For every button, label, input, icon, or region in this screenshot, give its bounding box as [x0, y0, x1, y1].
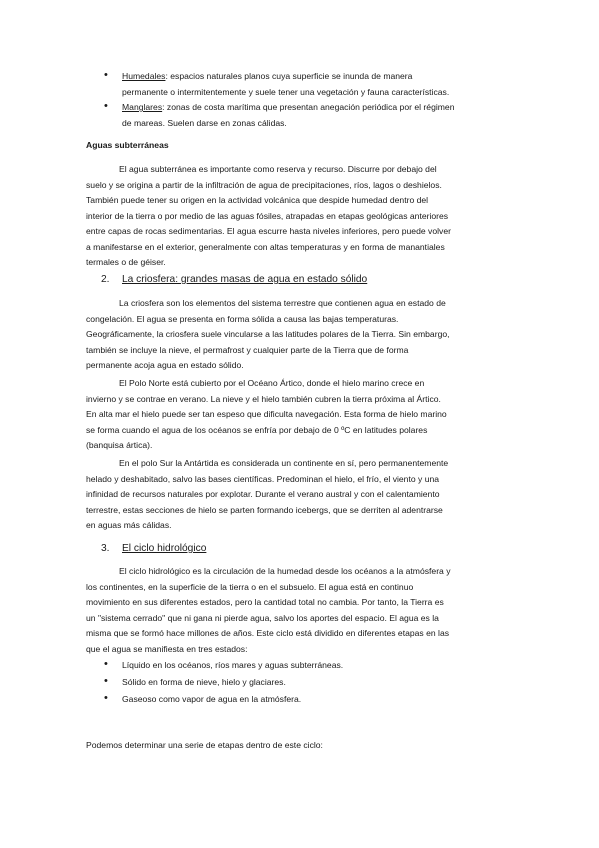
- bullet-icon: •: [104, 100, 108, 112]
- document-page: • Humedales: espacios naturales planos cuya superficie se inunda de manera permanente o intermitentemente y suele tener una vegetación y fauna características. • Manglares: zonas de costa marítima que presentan anegación periódica por el régimen de mareas. Suelen darse en zonas cálidas. Aguas subterráneas El agua subterránea es importante como reserva y recurso. Discurre por debajo del suelo y se origina a partir de la infiltración de agua de precipitaciones, ríos, lagos o deshielos. También puede tener su origen en la actividad volcánica que despide humedad dentro del interior de la tierra o por medio de las aguas fósiles, atrapadas en etapas geológicas anteriores entre capas de rocas sedimentarias. El agua escurre hasta niveles inferiores, pero puede volver a manifestarse en el exterior, generalmente con altas temperaturas y en forma de manantiales termales o de géiser. 2. La criosfera: grandes masas de agua en estado sólido La criosfera son los elementos del sistema terrestre que contienen agua en estado de congelación. El agua se presenta en forma sólida a causa las bajas temperaturas. Geográficamente, la criosfera suele vincularse a las latitudes polares de la Tierra. Sin embargo, también se incluye la nieve, el permafrost y cualquier parte de la Tierra que de forma permanente acoja agua en estado sólido. El Polo Norte está cubierto por el Océano Ártico, donde el hielo marino crece en invierno y se contrae en verano. La nieve y el hielo también cubren la tierra próxima al Ártico. En alta mar el hielo puede ser tan espeso que dificulta navegación. Esta forma de hielo marino se forma cuando el agua de los océanos se enfría por debajo de 0 ºC en latitudes polares (banquisa ártica). En el polo Sur la Antártida es considerada un continente en sí, pero permanentemente helado y deshabitado, salvo las bases científicas. Predominan el hielo, el frío, el viento y una infinidad de recursos naturales por explotar. Durante el verano austral y con el calentamiento terrestre, estas secciones de hielo se parten formando icebergs, que se derriten al adentrarse en aguas más cálidas. 3. El ciclo hidrológico El ciclo hidrológico es la circulación de la humedad desde los océanos a la atmósfera y los continentes, en la superficie de la tierra o en el subsuelo. El agua está en continuo movimiento en sus diferentes estados, pero la cantidad total no cambia. Por tanto, la Tierra es un "sistema cerrado" que ni gana ni pierde agua, salvo los aportes del espacio. El agua es la misma que se formó hace millones de años. Este ciclo está dividido en diferentes etapas en las que el agua se manifiesta en tres estados: • Líquido en los océanos, ríos mares y aguas subterráneas. • Sólido en forma de nieve, hielo y glaciares. • Gaseoso como vapor de agua en la atmósfera. Podemos determinar una serie de etapas dentro de este ciclo:: [0, 0, 599, 848]
- list-item: Líquido en los océanos, ríos mares y aguas subterráneas.: [122, 660, 344, 670]
- bullet-icon: •: [104, 675, 108, 687]
- list-item: Gaseoso como vapor de agua en la atmósfera.: [122, 694, 302, 704]
- paragraph-criosfera-1: La criosfera son los elementos del sistema terrestre que contienen agua en estado de congelación. El agua se presenta en forma sólida a causa las bajas temperaturas. Geográficamente, la criosfera suele vincularse a las latitudes polares de la Tierra. Sin embargo, también se incluye la nieve, el permafrost y cualquier parte de la Tierra que de forma permanente acoja agua en estado sólido.: [86, 298, 450, 370]
- bullet-icon: •: [104, 692, 108, 704]
- paragraph-aguas-subterraneas: El agua subterránea es importante como reserva y recurso. Discurre por debajo del suelo y se origina a partir de la infiltración de agua de precipitaciones, ríos, lagos o deshielos. También puede tener su origen en la actividad volcánica que despide humedad dentro del interior de la tierra o por medio de las aguas fósiles, atrapadas en etapas geológicas anteriores entre capas de rocas sedimentarias. El agua escurre hasta niveles inferiores, pero puede volver a manifestarse en el exterior, generalmente con altas temperaturas y en forma de manantiales termales o de géiser.: [86, 164, 451, 267]
- list-item: Manglares: zonas de costa marítima que presentan anegación periódica por el régimen de mareas. Suelen darse en zonas cálidas.: [122, 102, 455, 128]
- subheading-aguas-subterraneas: Aguas subterráneas: [86, 140, 169, 150]
- closing-sentence: Podemos determinar una serie de etapas dentro de este ciclo:: [86, 740, 323, 750]
- paragraph-criosfera-2: El Polo Norte está cubierto por el Océano Ártico, donde el hielo marino crece en invierno y se contrae en verano. La nieve y el hielo también cubren la tierra próxima al Ártico. En alta mar el hielo puede ser tan espeso que dificulta navegación. Esta forma de hielo marino se forma cuando el agua de los océanos se enfría por debajo de 0 ºC en latitudes polares (banquisa ártica).: [86, 378, 447, 450]
- bullet-icon: •: [104, 69, 108, 81]
- list-item: Humedales: espacios naturales planos cuya superficie se inunda de manera permanente o intermitentemente y suele tener una vegetación y fauna características.: [122, 71, 450, 97]
- paragraph-criosfera-3: En el polo Sur la Antártida es considerada un continente en sí, pero permanentemente helado y deshabitado, salvo las bases científicas. Predominan el hielo, el frío, el viento y una infinidad de recursos naturales por explotar. Durante el verano austral y con el calentamiento terrestre, estas secciones de hielo se parten formando icebergs, que se derriten al adentrarse en aguas más cálidas.: [86, 458, 449, 530]
- paragraph-ciclo-hidrologico: El ciclo hidrológico es la circulación de la humedad desde los océanos a la atmósfera y los continentes, en la superficie de la tierra o en el subsuelo. El agua está en continuo movimiento en sus diferentes estados, pero la cantidad total no cambia. Por tanto, la Tierra es un "sistema cerrado" que ni gana ni pierde agua, salvo los aportes del espacio. El agua es la misma que se formó hace millones de años. Este ciclo está dividido en diferentes etapas en las que el agua se manifiesta en tres estados:: [86, 566, 451, 654]
- list-item: Sólido en forma de nieve, hielo y glaciares.: [122, 677, 286, 687]
- bullet-icon: •: [104, 658, 108, 670]
- term-humedales: Humedales: [122, 71, 166, 81]
- term-manglares: Manglares: [122, 102, 163, 112]
